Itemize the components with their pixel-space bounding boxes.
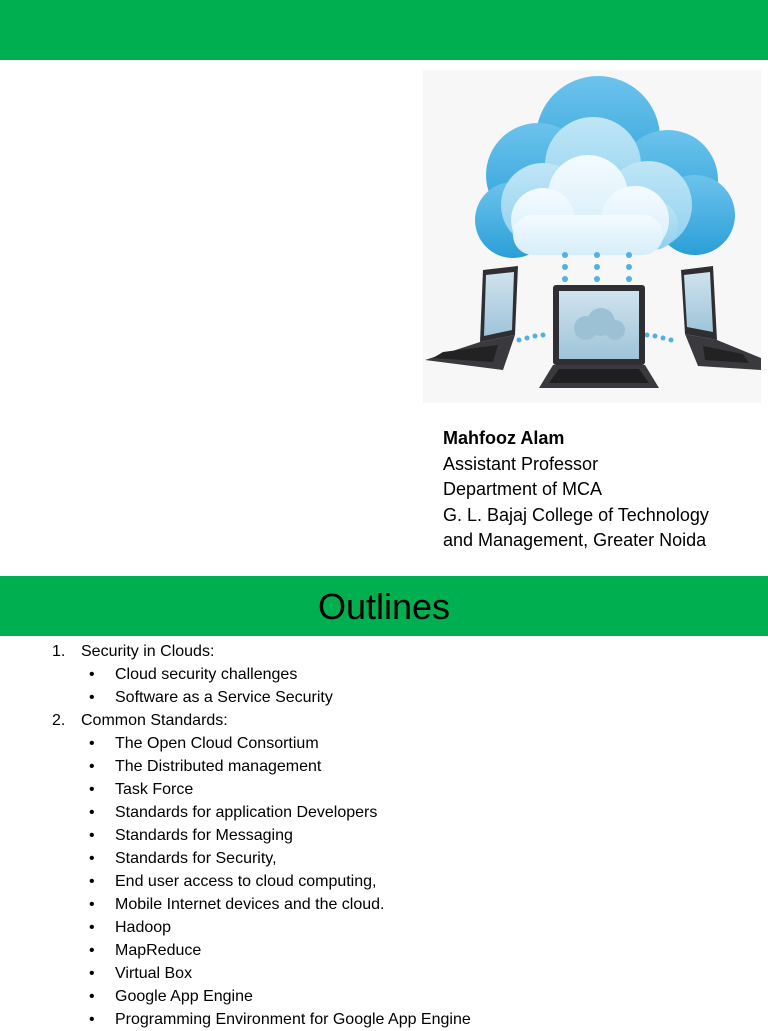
bullet-icon: •	[89, 689, 95, 706]
sub-item	[0, 985, 471, 1008]
sub-item-label: Standards for Security,	[115, 850, 277, 867]
sub-item	[0, 801, 471, 824]
sub-list	[0, 732, 471, 1031]
bullet-icon: •	[89, 827, 95, 844]
sub-item-label: Hadoop	[115, 919, 172, 936]
bullet-icon: •	[89, 735, 95, 752]
sub-item-label: Programming Environment for Google App Engine	[115, 1011, 471, 1028]
bullet-icon: •	[89, 988, 95, 1005]
sub-item-label: Standards for application Developers	[115, 804, 378, 821]
cloud-laptops-icon	[423, 70, 761, 403]
bullet-icon: •	[89, 1011, 95, 1028]
sub-item-label: The Open Cloud Consortium	[115, 735, 319, 752]
sub-item-label: End user access to cloud computing,	[115, 873, 377, 890]
header-bar	[0, 0, 768, 60]
sub-item-label: Mobile Internet devices and the cloud.	[115, 896, 385, 913]
bullet-icon: •	[89, 758, 95, 775]
sub-item-label: Task Force	[115, 781, 194, 798]
bullet-icon: •	[89, 919, 95, 936]
outline-item	[0, 640, 471, 709]
author-department: Department of MCA	[443, 479, 603, 499]
sub-item	[0, 893, 471, 916]
sub-item	[0, 939, 471, 962]
item-label: Common Standards:	[81, 712, 228, 729]
item-number: 1.	[52, 643, 66, 660]
sub-item-label: Google App Engine	[115, 988, 253, 1005]
sub-item-label: MapReduce	[115, 942, 202, 959]
sub-item	[0, 870, 471, 893]
author-info	[443, 426, 709, 554]
bullet-icon: •	[89, 781, 95, 798]
sub-item-label: Cloud security challenges	[115, 666, 298, 683]
sub-item	[0, 732, 471, 755]
sub-item	[0, 962, 471, 985]
sub-item	[0, 1008, 471, 1031]
author-college-location: and Management, Greater Noida	[443, 530, 707, 550]
sub-item	[0, 686, 471, 709]
item-number: 2.	[52, 712, 66, 729]
title-bar	[0, 576, 768, 636]
sub-item	[0, 663, 471, 686]
outline-list	[0, 640, 471, 1031]
sub-item	[0, 847, 471, 870]
bullet-icon: •	[89, 850, 95, 867]
sub-item	[0, 778, 471, 801]
author-title: Assistant Professor	[443, 453, 599, 474]
sub-item-label: Virtual Box	[115, 965, 193, 982]
item-label: Security in Clouds:	[81, 643, 215, 660]
sub-list	[0, 663, 471, 709]
cloud-computing-illustration	[423, 70, 761, 403]
bullet-icon: •	[89, 804, 95, 821]
bullet-icon: •	[89, 965, 95, 982]
bullet-icon: •	[89, 942, 95, 959]
sub-item	[0, 755, 471, 778]
author-name: Mahfooz Alam	[443, 428, 565, 448]
sub-item	[0, 824, 471, 847]
slide-title: Outlines	[317, 586, 451, 627]
sub-item-label: Standards for Messaging	[115, 827, 293, 844]
sub-item-label: Software as a Service Security	[115, 689, 333, 706]
sub-item	[0, 916, 471, 939]
bullet-icon: •	[89, 873, 95, 890]
author-college: G. L. Bajaj College of Technology	[443, 504, 709, 525]
sub-item-label: The Distributed management	[115, 758, 322, 775]
bullet-icon: •	[89, 896, 95, 913]
outlines-slide	[0, 576, 768, 1028]
outline-item	[0, 709, 471, 1031]
bullet-icon: •	[89, 666, 95, 683]
